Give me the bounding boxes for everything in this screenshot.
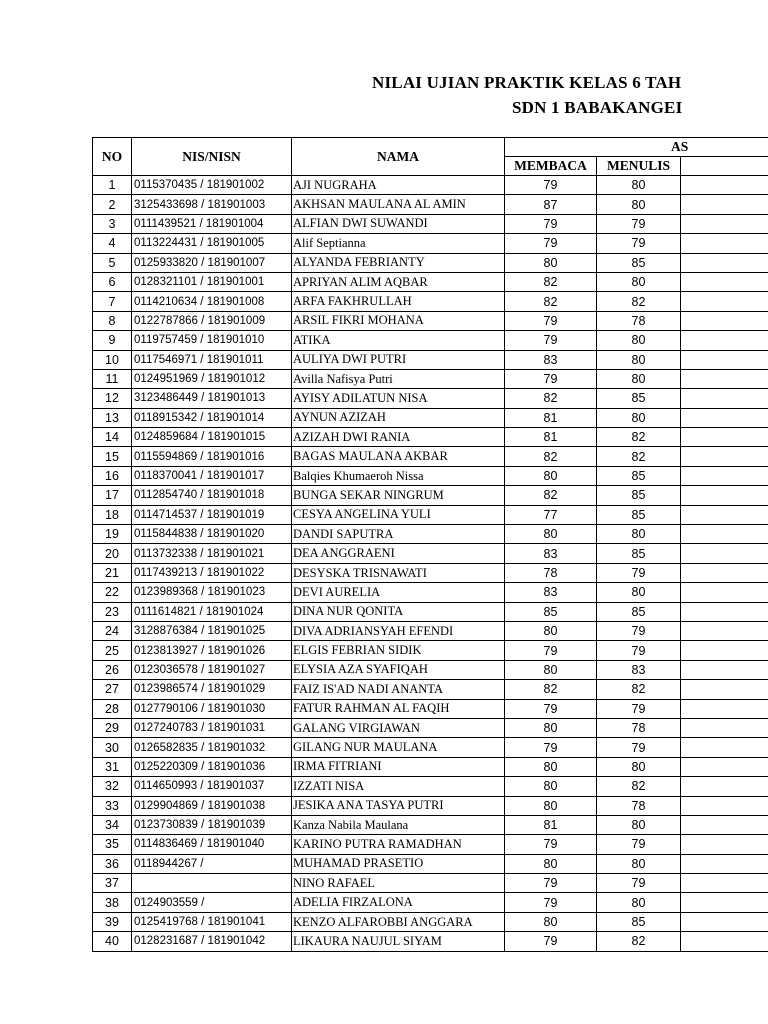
cell-nis: 0124859684 / 181901015	[132, 428, 292, 447]
table-row	[93, 350, 768, 369]
cell-no: 9	[93, 331, 132, 350]
table-row	[93, 641, 768, 660]
cell-next	[681, 777, 768, 796]
cell-membaca: 80	[505, 525, 597, 544]
cell-membaca: 82	[505, 486, 597, 505]
cell-no: 31	[93, 757, 132, 776]
cell-nis: 0123986574 / 181901029	[132, 680, 292, 699]
cell-next	[681, 835, 768, 854]
cell-menulis: 79	[597, 641, 681, 660]
cell-next	[681, 796, 768, 815]
cell-nis: 3128876384 / 181901025	[132, 621, 292, 640]
cell-next	[681, 214, 768, 233]
header-no: NO	[93, 138, 132, 176]
cell-membaca: 79	[505, 893, 597, 912]
table-row	[93, 311, 768, 330]
cell-menulis: 82	[597, 292, 681, 311]
cell-membaca: 79	[505, 214, 597, 233]
cell-membaca: 77	[505, 505, 597, 524]
cell-nama: AYNUN AZIZAH	[292, 408, 505, 427]
cell-nis: 0115370435 / 181901002	[132, 176, 292, 195]
cell-menulis: 82	[597, 932, 681, 951]
cell-nama: IZZATI NISA	[292, 777, 505, 796]
cell-menulis: 85	[597, 602, 681, 621]
table-row	[93, 428, 768, 447]
header-membaca: MEMBACA	[505, 157, 597, 176]
cell-nis: 0113732338 / 181901021	[132, 544, 292, 563]
cell-nis: 0124903559 /	[132, 893, 292, 912]
cell-membaca: 82	[505, 292, 597, 311]
cell-nama: ELGIS FEBRIAN SIDIK	[292, 641, 505, 660]
cell-nama: AYISY ADILATUN NISA	[292, 389, 505, 408]
cell-next	[681, 699, 768, 718]
table-row	[93, 621, 768, 640]
cell-nis: 0123813927 / 181901026	[132, 641, 292, 660]
cell-no: 24	[93, 621, 132, 640]
cell-nis: 0124951969 / 181901012	[132, 369, 292, 388]
cell-menulis: 80	[597, 757, 681, 776]
cell-menulis: 80	[597, 176, 681, 195]
cell-next	[681, 292, 768, 311]
cell-next	[681, 466, 768, 485]
cell-nama: AJI NUGRAHA	[292, 176, 505, 195]
cell-membaca: 80	[505, 660, 597, 679]
table-row	[93, 796, 768, 815]
cell-no: 36	[93, 854, 132, 873]
cell-membaca: 80	[505, 621, 597, 640]
cell-no: 7	[93, 292, 132, 311]
table-row	[93, 680, 768, 699]
cell-nis: 0123036578 / 181901027	[132, 660, 292, 679]
table-row	[93, 389, 768, 408]
cell-nama: ALYANDA FEBRIANTY	[292, 253, 505, 272]
cell-nama: Alif Septianna	[292, 234, 505, 253]
cell-membaca: 80	[505, 718, 597, 737]
cell-nama: APRIYAN ALIM AQBAR	[292, 272, 505, 291]
cell-membaca: 81	[505, 408, 597, 427]
cell-menulis: 78	[597, 796, 681, 815]
cell-next	[681, 602, 768, 621]
cell-nama: JESIKA ANA TASYA PUTRI	[292, 796, 505, 815]
cell-no: 3	[93, 214, 132, 233]
cell-nis: 0118370041 / 181901017	[132, 466, 292, 485]
cell-membaca: 79	[505, 234, 597, 253]
cell-no: 29	[93, 718, 132, 737]
cell-nama: DEVI AURELIA	[292, 583, 505, 602]
table-header	[93, 138, 768, 176]
cell-membaca: 80	[505, 912, 597, 931]
table-row	[93, 718, 768, 737]
cell-next	[681, 486, 768, 505]
cell-nama: DEA ANGGRAENI	[292, 544, 505, 563]
table-row	[93, 331, 768, 350]
table-row	[93, 699, 768, 718]
cell-membaca: 87	[505, 195, 597, 214]
cell-next	[681, 505, 768, 524]
cell-menulis: 85	[597, 253, 681, 272]
cell-next	[681, 311, 768, 330]
table-row	[93, 835, 768, 854]
cell-no: 28	[93, 699, 132, 718]
cell-no: 17	[93, 486, 132, 505]
cell-nis: 0111439521 / 181901004	[132, 214, 292, 233]
cell-menulis: 80	[597, 815, 681, 834]
cell-nis: 0118944267 /	[132, 854, 292, 873]
cell-nama: KENZO ALFAROBBI ANGGARA	[292, 912, 505, 931]
cell-membaca: 82	[505, 272, 597, 291]
cell-membaca: 80	[505, 466, 597, 485]
header-next	[681, 157, 768, 176]
cell-membaca: 79	[505, 699, 597, 718]
cell-nis: 0127790106 / 181901030	[132, 699, 292, 718]
cell-nama: DINA NUR QONITA	[292, 602, 505, 621]
cell-next	[681, 369, 768, 388]
cell-nis: 0115594869 / 181901016	[132, 447, 292, 466]
cell-nis: 0114210634 / 181901008	[132, 292, 292, 311]
cell-nama: ARSIL FIKRI MOHANA	[292, 311, 505, 330]
cell-membaca: 79	[505, 641, 597, 660]
cell-no: 40	[93, 932, 132, 951]
cell-menulis: 79	[597, 563, 681, 582]
cell-nis: 0125933820 / 181901007	[132, 253, 292, 272]
cell-membaca: 79	[505, 874, 597, 893]
cell-menulis: 78	[597, 718, 681, 737]
cell-next	[681, 854, 768, 873]
cell-nama: ADELIA FIRZALONA	[292, 893, 505, 912]
table-row	[93, 272, 768, 291]
cell-nis: 0115844838 / 181901020	[132, 525, 292, 544]
cell-menulis: 80	[597, 525, 681, 544]
cell-menulis: 85	[597, 486, 681, 505]
cell-menulis: 80	[597, 331, 681, 350]
cell-next	[681, 932, 768, 951]
cell-next	[681, 272, 768, 291]
cell-no: 1	[93, 176, 132, 195]
cell-menulis: 80	[597, 272, 681, 291]
table-row	[93, 195, 768, 214]
cell-next	[681, 195, 768, 214]
cell-nis: 0119757459 / 181901010	[132, 331, 292, 350]
cell-next	[681, 583, 768, 602]
cell-nama: KARINO PUTRA RAMADHAN	[292, 835, 505, 854]
header-menulis: MENULIS	[597, 157, 681, 176]
cell-membaca: 85	[505, 602, 597, 621]
cell-nis: 0127240783 / 181901031	[132, 718, 292, 737]
cell-membaca: 80	[505, 253, 597, 272]
cell-nis: 0125220309 / 181901036	[132, 757, 292, 776]
cell-menulis: 79	[597, 621, 681, 640]
cell-nis: 0117546971 / 181901011	[132, 350, 292, 369]
table-row	[93, 447, 768, 466]
cell-nama: DANDI SAPUTRA	[292, 525, 505, 544]
cell-nis: 0123989368 / 181901023	[132, 583, 292, 602]
cell-no: 38	[93, 893, 132, 912]
cell-nama: AULIYA DWI PUTRI	[292, 350, 505, 369]
table-row	[93, 292, 768, 311]
cell-nis	[132, 874, 292, 893]
cell-menulis: 80	[597, 408, 681, 427]
cell-nama: NINO RAFAEL	[292, 874, 505, 893]
cell-nis: 0117439213 / 181901022	[132, 563, 292, 582]
cell-nama: IRMA FITRIANI	[292, 757, 505, 776]
cell-no: 18	[93, 505, 132, 524]
cell-no: 21	[93, 563, 132, 582]
cell-menulis: 80	[597, 350, 681, 369]
cell-nis: 0114650993 / 181901037	[132, 777, 292, 796]
table-row	[93, 874, 768, 893]
cell-next	[681, 389, 768, 408]
cell-nama: ELYSIA AZA SYAFIQAH	[292, 660, 505, 679]
cell-membaca: 79	[505, 176, 597, 195]
cell-menulis: 79	[597, 835, 681, 854]
cell-nama: GILANG NUR MAULANA	[292, 738, 505, 757]
table-row	[93, 563, 768, 582]
table-row	[93, 777, 768, 796]
header-nama: NAMA	[292, 138, 505, 176]
score-table-viewport	[92, 137, 768, 957]
cell-next	[681, 331, 768, 350]
cell-no: 39	[93, 912, 132, 931]
cell-no: 20	[93, 544, 132, 563]
cell-nama: LIKAURA NAUJUL SIYAM	[292, 932, 505, 951]
table-row	[93, 486, 768, 505]
cell-nama: BUNGA SEKAR NINGRUM	[292, 486, 505, 505]
cell-no: 16	[93, 466, 132, 485]
cell-no: 35	[93, 835, 132, 854]
cell-menulis: 80	[597, 195, 681, 214]
cell-nis: 0122787866 / 181901009	[132, 311, 292, 330]
header-group: AS	[505, 138, 768, 157]
cell-next	[681, 544, 768, 563]
cell-next	[681, 680, 768, 699]
cell-next	[681, 893, 768, 912]
cell-membaca: 79	[505, 369, 597, 388]
cell-nama: MUHAMAD PRASETIO	[292, 854, 505, 873]
cell-nama: DIVA ADRIANSYAH EFENDI	[292, 621, 505, 640]
cell-no: 25	[93, 641, 132, 660]
cell-no: 30	[93, 738, 132, 757]
score-table	[92, 137, 768, 952]
cell-membaca: 81	[505, 428, 597, 447]
cell-no: 12	[93, 389, 132, 408]
cell-menulis: 85	[597, 544, 681, 563]
school-name: SDN 1 BABAKANGEI	[512, 98, 683, 117]
cell-no: 27	[93, 680, 132, 699]
cell-membaca: 83	[505, 544, 597, 563]
cell-next	[681, 234, 768, 253]
table-body	[93, 176, 768, 952]
cell-nama: FAIZ IS'AD NADI ANANTA	[292, 680, 505, 699]
cell-next	[681, 912, 768, 931]
cell-nis: 0111614821 / 181901024	[132, 602, 292, 621]
cell-membaca: 79	[505, 311, 597, 330]
cell-menulis: 78	[597, 311, 681, 330]
cell-menulis: 79	[597, 874, 681, 893]
cell-menulis: 85	[597, 466, 681, 485]
table-row	[93, 738, 768, 757]
cell-nama: AZIZAH DWI RANIA	[292, 428, 505, 447]
cell-membaca: 79	[505, 738, 597, 757]
cell-membaca: 82	[505, 447, 597, 466]
cell-membaca: 82	[505, 680, 597, 699]
cell-menulis: 80	[597, 369, 681, 388]
cell-no: 6	[93, 272, 132, 291]
table-row	[93, 815, 768, 834]
cell-next	[681, 447, 768, 466]
cell-nis: 3123486449 / 181901013	[132, 389, 292, 408]
cell-nama: Balqies Khumaeroh Nissa	[292, 466, 505, 485]
cell-nama: Kanza Nabila Maulana	[292, 815, 505, 834]
cell-no: 4	[93, 234, 132, 253]
cell-menulis: 80	[597, 854, 681, 873]
cell-next	[681, 350, 768, 369]
cell-next	[681, 718, 768, 737]
cell-nis: 0128321101 / 181901001	[132, 272, 292, 291]
table-row	[93, 369, 768, 388]
cell-next	[681, 563, 768, 582]
header-nis: NIS/NISN	[132, 138, 292, 176]
cell-nis: 0126582835 / 181901032	[132, 738, 292, 757]
table-row	[93, 234, 768, 253]
cell-nis: 0128231687 / 181901042	[132, 932, 292, 951]
cell-membaca: 80	[505, 777, 597, 796]
cell-no: 5	[93, 253, 132, 272]
cell-nama: ARFA FAKHRULLAH	[292, 292, 505, 311]
table-row	[93, 408, 768, 427]
table-row	[93, 932, 768, 951]
cell-membaca: 80	[505, 757, 597, 776]
cell-no: 33	[93, 796, 132, 815]
cell-nama: BAGAS MAULANA AKBAR	[292, 447, 505, 466]
table-row	[93, 466, 768, 485]
table-row	[93, 505, 768, 524]
cell-next	[681, 757, 768, 776]
cell-no: 8	[93, 311, 132, 330]
table-row	[93, 660, 768, 679]
cell-next	[681, 874, 768, 893]
cell-next	[681, 253, 768, 272]
cell-nis: 0118915342 / 181901014	[132, 408, 292, 427]
cell-next	[681, 660, 768, 679]
cell-next	[681, 176, 768, 195]
table-row	[93, 544, 768, 563]
cell-next	[681, 641, 768, 660]
cell-nis: 0129904869 / 181901038	[132, 796, 292, 815]
table-row	[93, 525, 768, 544]
cell-membaca: 83	[505, 350, 597, 369]
cell-menulis: 82	[597, 447, 681, 466]
cell-next	[681, 428, 768, 447]
cell-menulis: 82	[597, 680, 681, 699]
cell-nis: 0112854740 / 181901018	[132, 486, 292, 505]
cell-membaca: 80	[505, 854, 597, 873]
cell-menulis: 82	[597, 777, 681, 796]
cell-nama: CESYA ANGELINA YULI	[292, 505, 505, 524]
cell-nis: 3125433698 / 181901003	[132, 195, 292, 214]
cell-nama: ATIKA	[292, 331, 505, 350]
cell-nis: 0123730839 / 181901039	[132, 815, 292, 834]
cell-no: 15	[93, 447, 132, 466]
table-row	[93, 854, 768, 873]
cell-menulis: 85	[597, 912, 681, 931]
cell-nama: GALANG VIRGIAWAN	[292, 718, 505, 737]
document-title: NILAI UJIAN PRAKTIK KELAS 6 TAH	[372, 73, 682, 92]
cell-nis: 0125419768 / 181901041	[132, 912, 292, 931]
cell-membaca: 81	[505, 815, 597, 834]
cell-no: 26	[93, 660, 132, 679]
cell-menulis: 79	[597, 214, 681, 233]
cell-next	[681, 525, 768, 544]
cell-menulis: 85	[597, 505, 681, 524]
cell-no: 19	[93, 525, 132, 544]
cell-menulis: 79	[597, 699, 681, 718]
cell-menulis: 79	[597, 738, 681, 757]
cell-membaca: 82	[505, 389, 597, 408]
cell-next	[681, 738, 768, 757]
cell-menulis: 80	[597, 893, 681, 912]
table-row	[93, 176, 768, 195]
cell-membaca: 79	[505, 932, 597, 951]
table-row	[93, 583, 768, 602]
table-row	[93, 214, 768, 233]
cell-menulis: 80	[597, 583, 681, 602]
cell-nama: DESYSKA TRISNAWATI	[292, 563, 505, 582]
cell-membaca: 79	[505, 331, 597, 350]
cell-no: 14	[93, 428, 132, 447]
table-row	[93, 757, 768, 776]
cell-menulis: 82	[597, 428, 681, 447]
cell-menulis: 85	[597, 389, 681, 408]
cell-no: 32	[93, 777, 132, 796]
cell-nama: Avilla Nafisya Putri	[292, 369, 505, 388]
cell-membaca: 83	[505, 583, 597, 602]
cell-next	[681, 621, 768, 640]
table-row	[93, 912, 768, 931]
cell-nis: 0113224431 / 181901005	[132, 234, 292, 253]
table-row	[93, 253, 768, 272]
cell-membaca: 78	[505, 563, 597, 582]
cell-nama: AKHSAN MAULANA AL AMIN	[292, 195, 505, 214]
cell-menulis: 83	[597, 660, 681, 679]
cell-nis: 0114714537 / 181901019	[132, 505, 292, 524]
cell-no: 37	[93, 874, 132, 893]
table-row	[93, 893, 768, 912]
cell-no: 2	[93, 195, 132, 214]
cell-membaca: 80	[505, 796, 597, 815]
cell-nama: ALFIAN DWI SUWANDI	[292, 214, 505, 233]
cell-next	[681, 408, 768, 427]
cell-no: 13	[93, 408, 132, 427]
cell-nis: 0114836469 / 181901040	[132, 835, 292, 854]
cell-membaca: 79	[505, 835, 597, 854]
cell-no: 22	[93, 583, 132, 602]
cell-nama: FATUR RAHMAN AL FAQIH	[292, 699, 505, 718]
cell-no: 23	[93, 602, 132, 621]
cell-menulis: 79	[597, 234, 681, 253]
cell-no: 10	[93, 350, 132, 369]
cell-no: 11	[93, 369, 132, 388]
cell-no: 34	[93, 815, 132, 834]
table-row	[93, 602, 768, 621]
cell-next	[681, 815, 768, 834]
